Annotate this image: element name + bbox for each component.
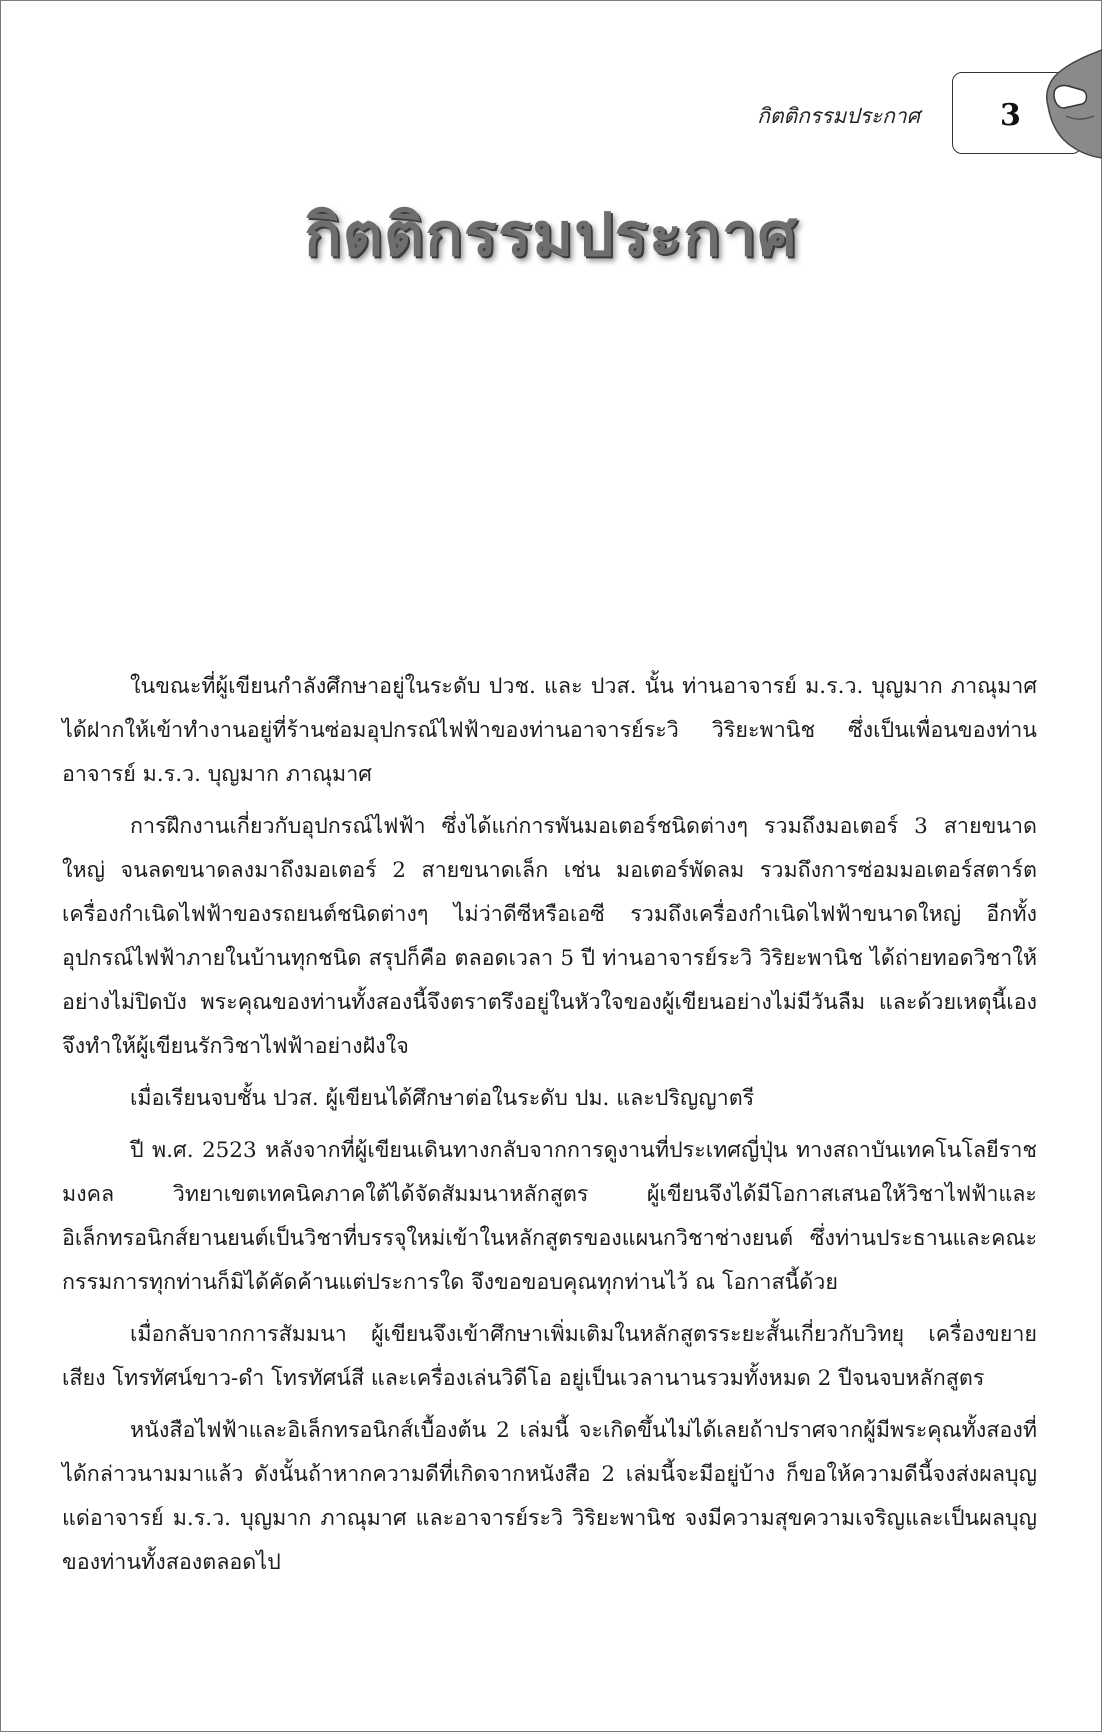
paragraph: การฝึกงานเกี่ยวกับอุปกรณ์ไฟฟ้า ซึ่งได้แก่การพันมอเตอร์ชนิดต่างๆ รวมถึงมอเตอร์ 3 สายขนาดใหญ่ จนลดขนาดลงมาถึงมอเตอร์ 2 สายขนาดเล็ก เช่น มอเตอร์พัดลม รวมถึงการซ่อมมอเตอร์สตาร์ต เครื่องกำเนิดไฟฟ้าของรถยนต์ชนิดต่างๆ ไม่ว่าดีซีหรือเอซี รวมถึงเครื่องกำเนิดไฟฟ้าขนาดใหญ่ อีกทั้งอุปกรณ์ไฟฟ้าภายในบ้านทุกชนิด สรุปก็คือ ตลอดเวลา 5 ปี ท่านอาจารย์ระวิ วิริยะพานิช ได้ถ่ายทอดวิชาให้อย่างไม่ปิดบัง พระคุณของท่านทั้งสองนี้จึงตราตรึงอยู่ในหัวใจของผู้เขียนอย่างไม่มีวันลืม และด้วยเหตุนี้เองจึงทำให้ผู้เขียนรักวิชาไฟฟ้าอย่างฝังใจ xyxy=(62,814,1037,1059)
paragraph: เมื่อเรียนจบชั้น ปวส. ผู้เขียนได้ศึกษาต่อในระดับ ปม. และปริญญาตรี xyxy=(130,1086,755,1111)
paragraph: ในขณะที่ผู้เขียนกำลังศึกษาอยู่ในระดับ ปวช. และ ปวส. นั้น ท่านอาจารย์ ม.ร.ว. บุญมาก ภาณุมาศ ได้ฝากให้เข้าทำงานอยู่ที่ร้านซ่อมอุปกรณ์ไฟฟ้าของท่านอาจารย์ระวิ วิริยะพานิช ซึ่งเป็นเพื่อนของท่านอาจารย์ ม.ร.ว. บุญมาก ภาณุมาศ xyxy=(62,674,1037,787)
body-text xyxy=(62,665,1037,1593)
paragraph: เมื่อกลับจากการสัมมนา ผู้เขียนจึงเข้าศึกษาเพิ่มเติมในหลักสูตรระยะสั้นเกี่ยวกับวิทยุ เครื่องขยายเสียง โทรทัศน์ขาว-ดำ โทรทัศน์สี และเครื่องเล่นวิดีโอ อยู่เป็นเวลานานรวมทั้งหมด 2 ปีจนจบหลักสูตร xyxy=(62,1322,1037,1391)
thumb-holding-page-icon xyxy=(1040,44,1102,164)
chapter-title: กิตติกรรมประกาศ xyxy=(304,199,798,270)
paragraph: หนังสือไฟฟ้าและอิเล็กทรอนิกส์เบื้องต้น 2 เล่มนี้ จะเกิดขึ้นไม่ได้เลยถ้าปราศจากผู้มีพระคุณทั้งสองที่ได้กล่าวนามมาแล้ว ดังนั้นถ้าหากความดีที่เกิดจากหนังสือ 2 เล่มนี้จะมีอยู่บ้าง ก็ขอให้ความดีนี้จงส่งผลบุญแด่อาจารย์ ม.ร.ว. บุญมาก ภาณุมาศ และอาจารย์ระวิ วิริยะพานิช จงมีความสุขความเจริญและเป็นผลบุญของท่านทั้งสองตลอดไป xyxy=(62,1418,1037,1575)
running-header-title: กิตติกรรมประกาศ xyxy=(757,104,920,128)
page-number: 3 xyxy=(1000,98,1021,133)
paragraph: ปี พ.ศ. 2523 หลังจากที่ผู้เขียนเดินทางกลับจากการดูงานที่ประเทศญี่ปุ่น ทางสถาบันเทคโนโลยีราชมงคล วิทยาเขตเทคนิคภาคใต้ได้จัดสัมมนาหลักสูตร ผู้เขียนจึงได้มีโอกาสเสนอให้วิชาไฟฟ้าและอิเล็กทรอนิกส์ยานยนต์เป็นวิชาที่บรรจุใหม่เข้าในหลักสูตรของแผนกวิชาช่างยนต์ ซึ่งท่านประธานและคณะกรรมการทุกท่านก็มิได้คัดค้านแต่ประการใด จึงขอขอบคุณทุกท่านไว้ ณ โอกาสนี้ด้วย xyxy=(62,1138,1037,1295)
